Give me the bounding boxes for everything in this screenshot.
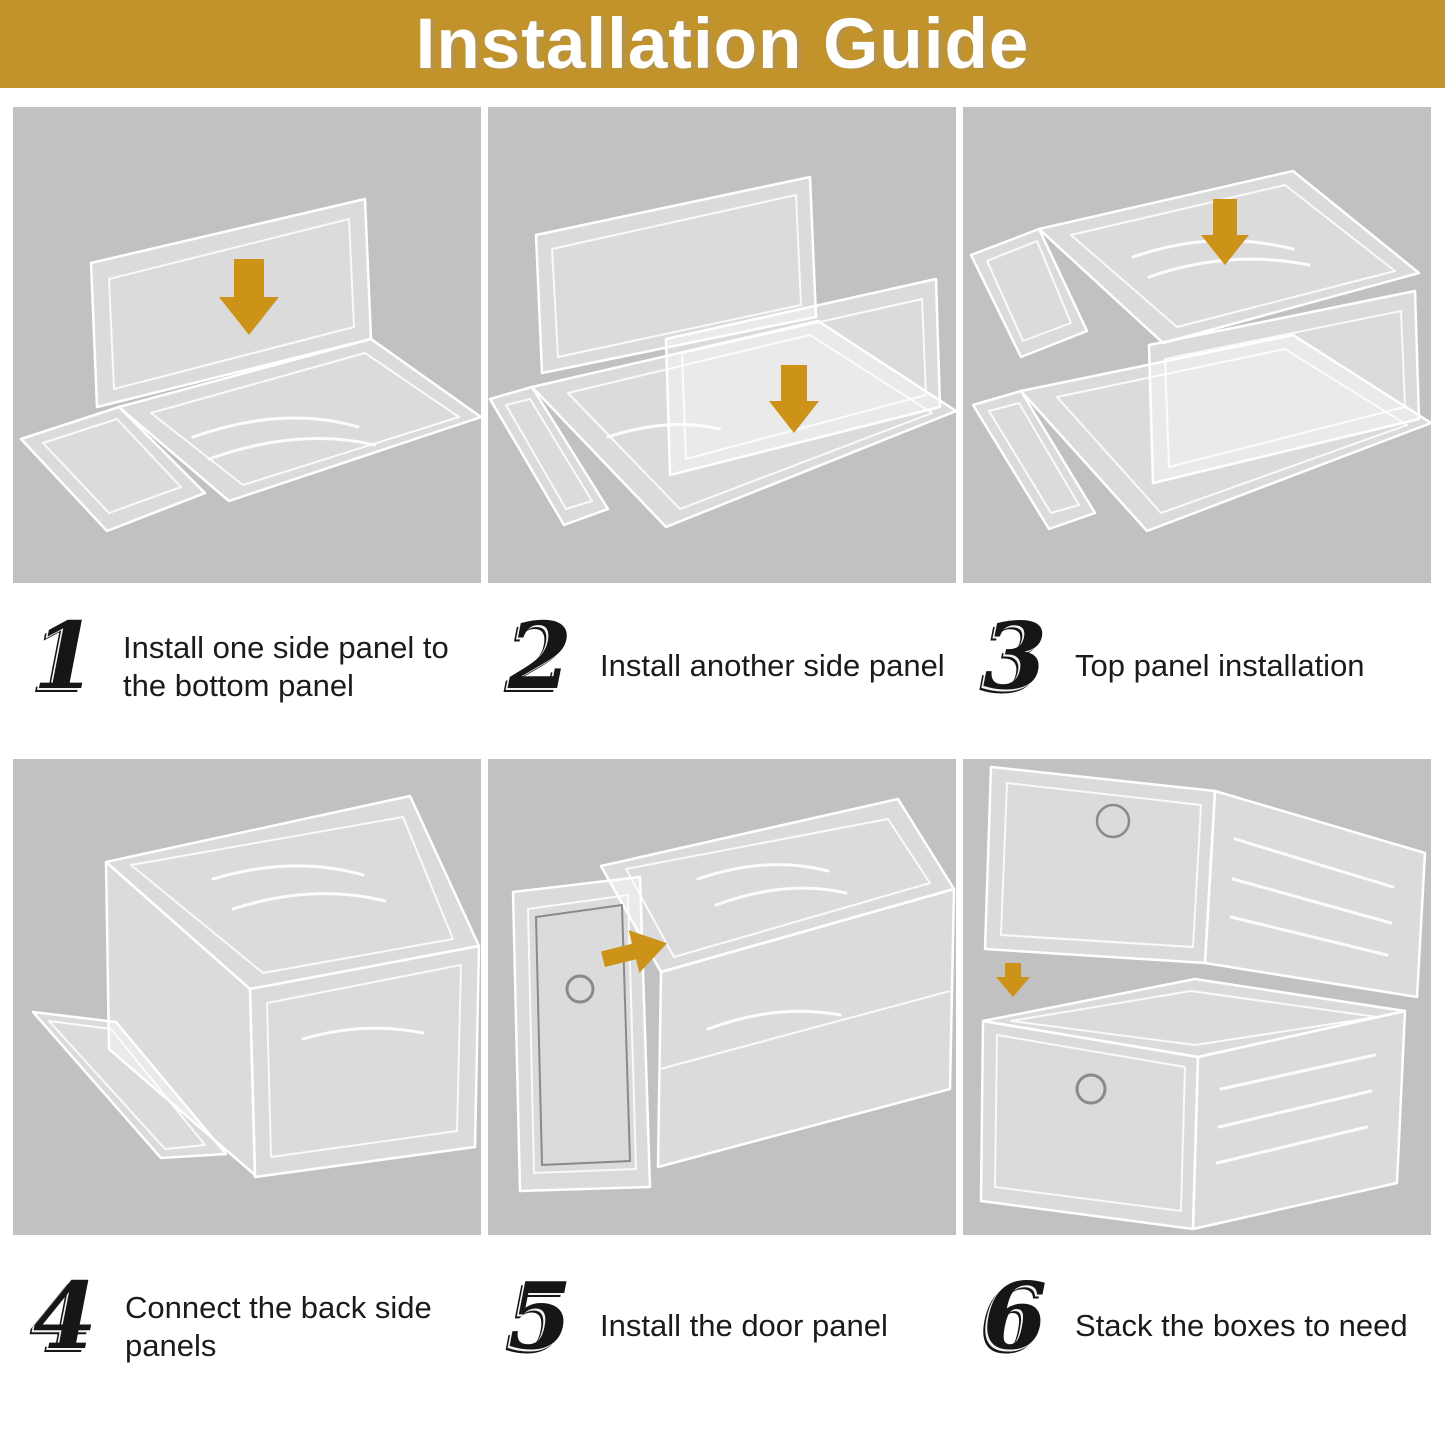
step-3-caption xyxy=(963,583,1431,759)
step-2-panel xyxy=(488,107,956,583)
step-5-panel xyxy=(488,759,956,1235)
step-4-caption xyxy=(13,1235,481,1445)
step-2-label: Install another side panel xyxy=(600,648,945,683)
caption-row-1 xyxy=(0,583,1445,759)
step-3-panel xyxy=(963,107,1431,583)
step-4-panel xyxy=(13,759,481,1235)
step-6-illustration xyxy=(963,759,1431,1235)
step-5-caption xyxy=(488,1235,956,1445)
step-5-illustration xyxy=(488,759,956,1235)
caption-row-2 xyxy=(0,1235,1445,1445)
step-3-number: 3 xyxy=(983,602,1048,710)
step-5-number: 5 xyxy=(508,1262,573,1370)
step-1-caption xyxy=(13,583,481,759)
step-6-caption xyxy=(963,1235,1431,1445)
step-2-caption xyxy=(488,583,956,759)
step-2-number: 2 xyxy=(508,602,573,710)
illustration-row-2 xyxy=(0,759,1445,1235)
step-6-number: 6 xyxy=(983,1262,1048,1370)
step-3-illustration xyxy=(963,107,1431,583)
down-arrow-icon xyxy=(996,963,1030,997)
header-banner xyxy=(0,0,1445,88)
step-1-illustration xyxy=(13,107,481,583)
illustration-row-1 xyxy=(0,107,1445,583)
step-1-panel xyxy=(13,107,481,583)
step-4-illustration xyxy=(13,759,481,1235)
step-3-label: Top panel installation xyxy=(1075,648,1365,683)
step-1-number: 1 xyxy=(33,602,98,710)
step-6-panel xyxy=(963,759,1431,1235)
step-4-number: 4 xyxy=(33,1262,98,1370)
step-5-label: Install the door panel xyxy=(600,1308,888,1343)
page-title: Installation Guide xyxy=(415,4,1030,84)
step-2-illustration xyxy=(488,107,956,583)
step-1-label: Install one side panel to the bottom panel xyxy=(123,630,449,703)
step-6-label: Stack the boxes to need xyxy=(1075,1308,1408,1343)
step-4-label: Connect the back side panels xyxy=(125,1290,432,1363)
